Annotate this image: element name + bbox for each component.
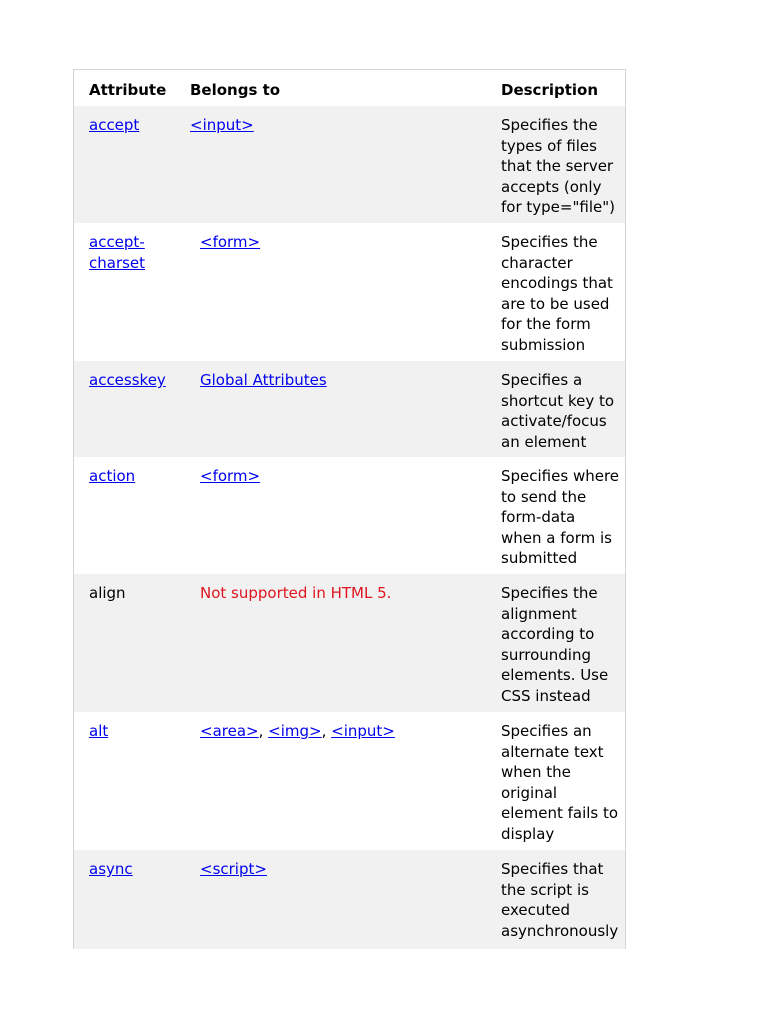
description-line: activate/focus xyxy=(501,412,607,431)
attribute-link-accept[interactable]: accept xyxy=(89,116,140,134)
attribute-cell xyxy=(89,115,139,136)
attribute-cell xyxy=(89,232,145,273)
table-row xyxy=(74,712,625,850)
belongs-link-script[interactable]: <script> xyxy=(200,860,267,878)
description-cell xyxy=(501,859,618,941)
attribute-table xyxy=(73,69,626,949)
belongs-separator: , xyxy=(258,722,269,740)
description-line: CSS instead xyxy=(501,686,591,705)
description-cell xyxy=(501,115,615,218)
description-line: for the form xyxy=(501,315,591,334)
belongs-link-form[interactable]: <form> xyxy=(200,233,261,251)
description-line: Specifies the xyxy=(501,116,598,134)
attribute-cell xyxy=(89,370,166,391)
belongs-to-cell xyxy=(200,721,395,742)
belongs-separator: , xyxy=(321,722,332,740)
attribute-link-accesskey[interactable]: accesskey xyxy=(89,371,166,389)
description-line: shortcut key to xyxy=(501,391,615,410)
belongs-to-cell xyxy=(200,370,327,391)
description-line: Specifies an xyxy=(501,722,592,740)
description-line: an element xyxy=(501,432,587,451)
description-line: when a form is xyxy=(501,528,612,547)
description-line: asynchronously xyxy=(501,921,619,940)
belongs-to-cell xyxy=(200,859,267,880)
attribute-cell xyxy=(89,859,133,880)
attribute-cell xyxy=(89,466,135,487)
description-line: to send the xyxy=(501,487,587,506)
description-line: accepts (only xyxy=(501,177,602,196)
belongs-link-input[interactable]: <input> xyxy=(331,722,395,740)
description-cell xyxy=(501,370,614,452)
description-line: executed xyxy=(501,901,570,920)
table-row xyxy=(74,106,625,223)
attribute-link-async[interactable]: async xyxy=(89,860,133,878)
attribute-text-align: align xyxy=(89,584,126,602)
table-header-row xyxy=(74,70,625,106)
description-line: submission xyxy=(501,335,586,354)
description-cell xyxy=(501,721,618,845)
table-row xyxy=(74,361,625,457)
description-line: surrounding xyxy=(501,645,591,664)
header-belongs-to: Belongs to xyxy=(190,81,281,99)
description-line: element fails to xyxy=(501,804,619,823)
attribute-link-alt[interactable]: alt xyxy=(89,722,109,740)
description-line: that the server xyxy=(501,157,614,176)
belongs-link-form[interactable]: <form> xyxy=(200,467,261,485)
description-line: Specifies the xyxy=(501,584,598,602)
description-line: display xyxy=(501,824,555,843)
belongs-to-cell xyxy=(200,232,260,253)
description-line: are to be used xyxy=(501,294,610,313)
description-line: Specifies where xyxy=(501,467,620,485)
description-line: original xyxy=(501,783,558,802)
table-row xyxy=(74,457,625,574)
header-attribute: Attribute xyxy=(89,81,167,99)
not-supported-note: Not supported in HTML 5. xyxy=(200,584,392,602)
description-cell xyxy=(501,583,608,707)
belongs-link-img[interactable]: <img> xyxy=(268,722,322,740)
description-line: alignment xyxy=(501,604,577,623)
description-line: Specifies a xyxy=(501,371,583,389)
description-line: when the xyxy=(501,763,571,782)
description-line: submitted xyxy=(501,549,578,568)
attribute-cell xyxy=(89,721,108,742)
description-line: character xyxy=(501,253,573,272)
description-cell xyxy=(501,466,619,569)
description-line: elements. Use xyxy=(501,666,609,685)
description-line: types of files xyxy=(501,136,597,155)
header-description: Description xyxy=(501,81,599,99)
description-line: alternate text xyxy=(501,742,604,761)
belongs-link-area[interactable]: <area> xyxy=(200,722,259,740)
attribute-link-accept-charset[interactable]: charset xyxy=(89,253,146,272)
description-cell xyxy=(501,232,613,356)
table-row xyxy=(74,223,625,361)
description-line: for type="file") xyxy=(501,198,615,217)
belongs-link-input[interactable]: <input> xyxy=(190,116,254,134)
description-line: according to xyxy=(501,625,595,644)
description-line: Specifies the xyxy=(501,233,598,251)
description-line: encodings that xyxy=(501,274,613,293)
table-row xyxy=(74,574,625,712)
attribute-cell xyxy=(89,583,126,604)
belongs-link-global-attributes[interactable]: Global Attributes xyxy=(200,371,327,389)
description-line: the script is xyxy=(501,880,589,899)
description-line: form-data xyxy=(501,508,576,527)
belongs-to-cell xyxy=(190,115,254,136)
belongs-to-cell xyxy=(200,466,260,487)
description-line: Specifies that xyxy=(501,860,604,878)
attribute-link-action[interactable]: action xyxy=(89,467,136,485)
table-row xyxy=(74,850,625,949)
attribute-link-accept-charset[interactable]: accept- xyxy=(89,233,145,251)
